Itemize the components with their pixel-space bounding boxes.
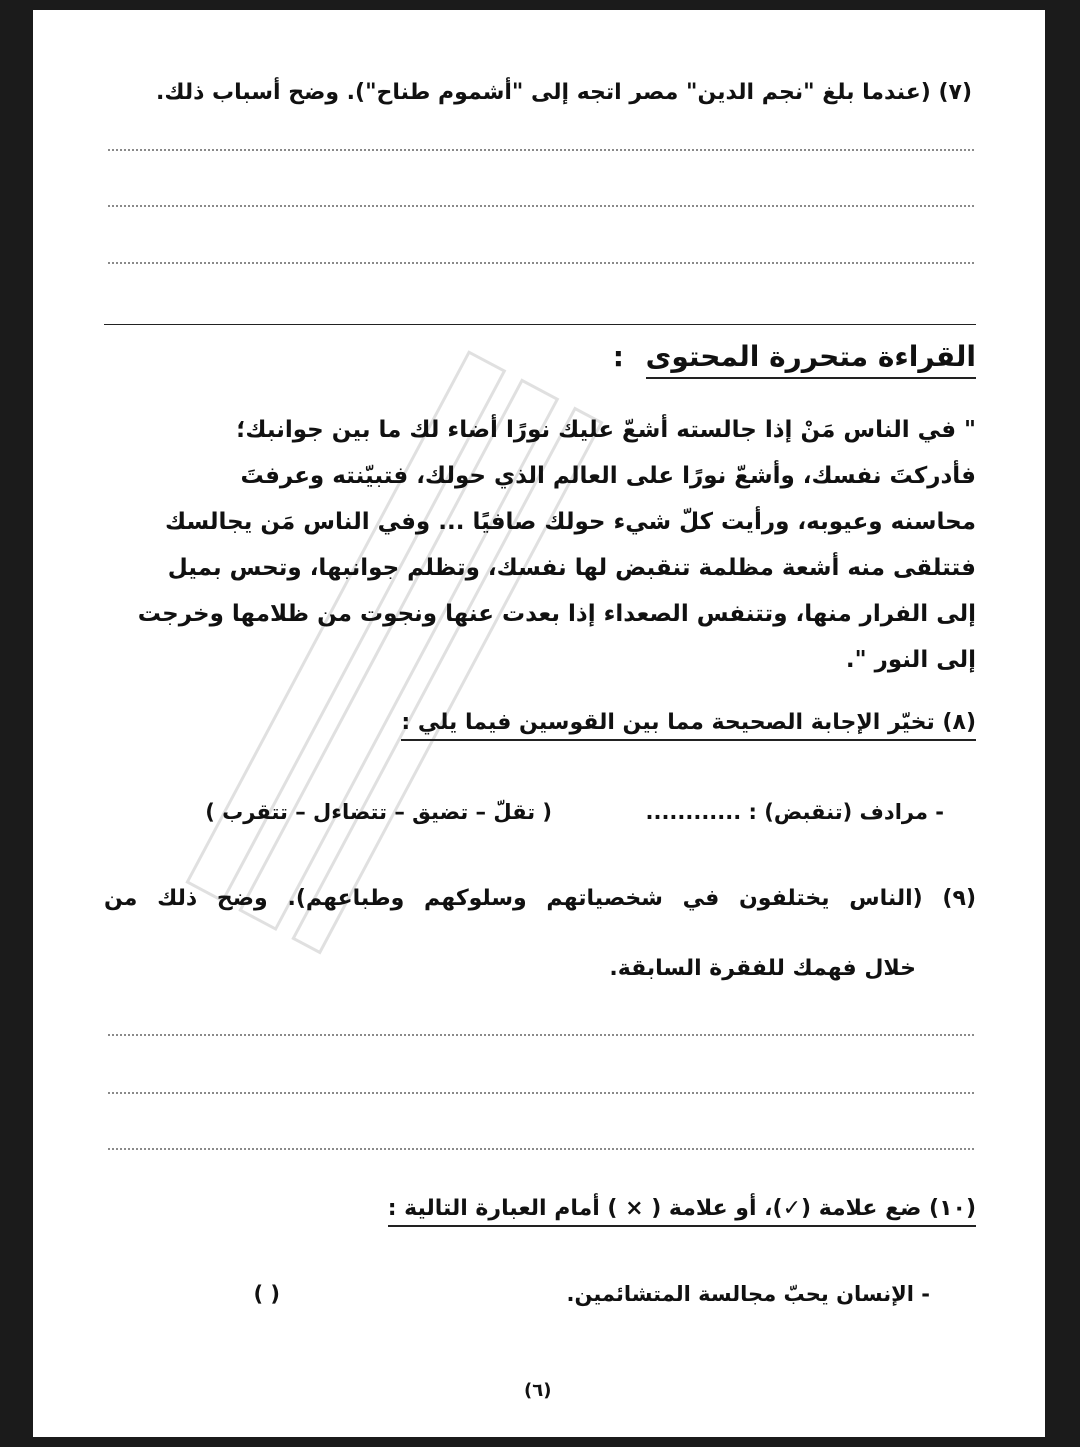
question-8-item[interactable]: - مرادف (تنقبض) : ............ — [645, 800, 944, 824]
question-8-options: ( تقلّ – تضيق – تتضاءل – تتقرب ) — [205, 800, 552, 824]
answer-line[interactable] — [108, 1092, 974, 1094]
question-10-title: (١٠) ضع علامة (✓)، أو علامة ( × ) أمام العبارة التالية : — [388, 1196, 976, 1221]
page-number: (٦) — [524, 1380, 552, 1401]
answer-line[interactable] — [108, 205, 974, 207]
answer-line[interactable] — [108, 1148, 974, 1150]
question-9-line2: خلال فهمك للفقرة السابقة. — [609, 956, 916, 981]
section-title-text: القراءة متحررة المحتوى — [646, 340, 976, 379]
passage-line: فأدركتَ نفسك، وأشعّ نورًا على العالم الذي حولك، فتبيّنته وعرفتَ — [240, 463, 976, 489]
answer-line[interactable] — [108, 1034, 974, 1036]
answer-box[interactable]: ( ) — [253, 1282, 280, 1306]
question-8-title: (٨) تخيّر الإجابة الصحيحة مما بين القوسين فيما يلي : — [401, 710, 976, 735]
reading-passage — [104, 407, 976, 683]
passage-line: فتتلقى منه أشعة مظلمة تنقبض لها نفسك، وتظلم جوانبها، وتحس بميل — [167, 555, 976, 581]
question-9-line1: (٩) (الناس يختلفون في شخصياتهم وسلوكهم وطباعهم). وضح ذلك من — [104, 886, 976, 911]
section-title-colon: : — [612, 340, 624, 373]
passage-line: " في الناس مَنْ إذا جالسته أشعّ عليك نورًا أضاء لك ما بين جوانبك؛ — [236, 417, 976, 443]
section-title — [613, 340, 976, 373]
passage-line: إلى النور ". — [845, 647, 976, 673]
question-7: (٧) (عندما بلغ "نجم الدين" مصر اتجه إلى "أشموم طناح"). وضح أسباب ذلك. — [156, 80, 972, 105]
passage-line: إلى الفرار منها، وتتنفس الصعداء إذا بعدت عنها ونجوت من ظلامها وخرجت — [137, 601, 976, 627]
answer-line[interactable] — [108, 149, 974, 151]
answer-line[interactable] — [108, 262, 974, 264]
question-10-statement: - الإنسان يحبّ مجالسة المتشائمين. — [566, 1282, 930, 1306]
section-divider — [104, 324, 976, 325]
passage-line: محاسنه وعيوبه، ورأيت كلّ شيء حولك صافيًا ... وفي الناس مَن يجالسك — [165, 509, 976, 535]
